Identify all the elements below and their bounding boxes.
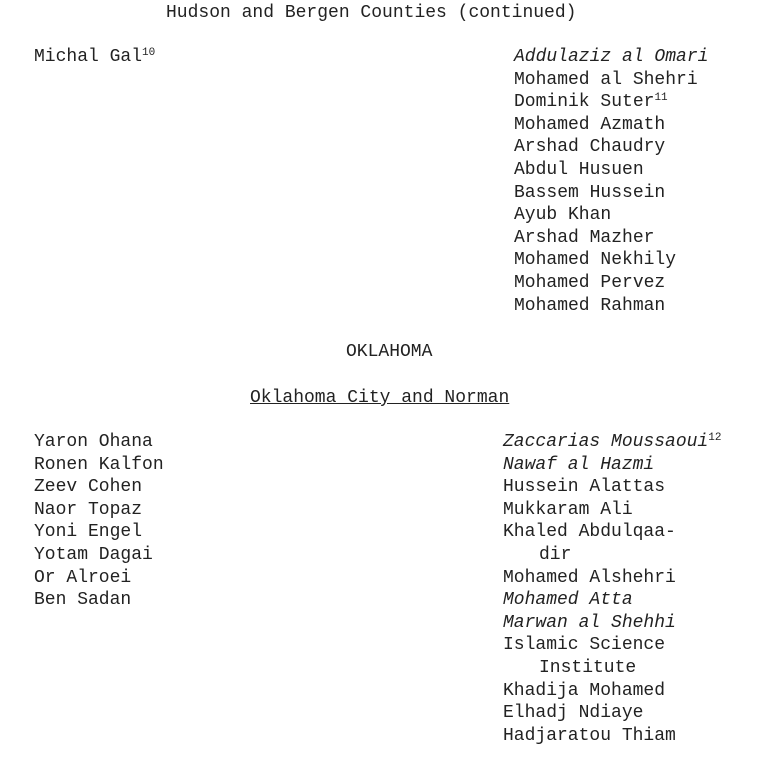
person-name: Arshad Mazher [514,227,655,248]
person-name: Mohamed al Shehri [514,69,698,90]
section-heading-oklahoma-city-norman: Oklahoma City and Norman [250,388,510,408]
name-list-item [34,499,164,522]
name-list-item [503,589,721,612]
name-list-item [503,612,721,635]
name-list-item [34,567,164,590]
name-list-item [503,702,721,725]
name-list-item [514,46,708,69]
name-list-item [514,91,708,114]
person-name: Ronen Kalfon [34,454,164,475]
person-name: Ayub Khan [514,205,612,226]
person-name: Ben Sadan [34,590,132,611]
person-name: Mohamed Rahman [514,295,666,316]
person-name: Institute [539,657,637,678]
person-name: Mohamed Pervez [514,272,666,293]
person-name: Michal Gal [34,47,143,67]
person-name: Mukkaram Ali [503,499,633,520]
person-name: Khaled Abdulqaa- [503,522,676,543]
name-list-item [34,544,164,567]
name-list-item [514,159,708,182]
name-list-item [514,249,708,272]
person-name: Abdul Husuen [514,159,644,180]
name-list-item [503,476,721,499]
name-list-item [34,431,164,454]
right-name-list-oklahoma [503,431,721,747]
name-list-item [514,227,708,250]
name-list-item [503,454,721,477]
person-name: Naor Topaz [34,499,143,520]
name-list-item [503,499,721,522]
person-name: Mohamed Nekhily [514,250,677,271]
name-list-item [503,544,721,567]
name-list-item [34,476,164,499]
person-name: Khadija Mohamed [503,680,666,701]
name-list-item [503,680,721,703]
section-heading-hudson-bergen: Hudson and Bergen Counties (continued) [166,3,577,23]
person-name: Hussein Alattas [503,477,666,498]
state-heading-oklahoma: OKLAHOMA [346,342,433,362]
footnote-marker: 12 [708,432,722,444]
person-name: Mohamed Azmath [514,114,666,135]
person-name: Bassem Hussein [514,182,666,203]
name-list-item [503,725,721,748]
person-name: Mohamed Atta [503,590,633,611]
name-list-item [503,567,721,590]
person-name: Arshad Chaudry [514,137,666,158]
name-list-item [514,204,708,227]
name-list-item [514,182,708,205]
name-list-item [514,295,708,318]
name-list-item [503,521,721,544]
name-list-item [34,521,164,544]
person-name: Nawaf al Hazmi [503,454,655,475]
name-list-item [514,136,708,159]
person-name: Elhadj Ndiaye [503,703,644,724]
person-name: Or Alroei [34,567,132,588]
person-name: dir [539,544,572,565]
name-list-item [34,454,164,477]
person-name: Hadjaratou Thiam [503,725,676,746]
person-name: Yaron Ohana [34,432,153,452]
person-name: Addulaziz al Omari [514,47,709,67]
name-list-item [503,634,721,657]
person-name: Zaccarias Moussaoui [503,432,709,452]
name-list-item [503,657,721,680]
name-list-item [514,272,708,295]
footnote-marker: 10 [142,47,156,59]
person-name: Islamic Science [503,635,666,656]
person-name: Zeev Cohen [34,477,143,498]
left-name-list-hudson-bergen [34,46,155,69]
name-list-item [514,114,708,137]
person-name: Yotam Dagai [34,544,153,565]
person-name: Dominik Suter [514,92,655,113]
name-list-item [514,69,708,92]
footnote-marker: 11 [654,92,668,105]
person-name: Marwan al Shehhi [503,612,676,633]
name-list-item [34,589,164,612]
name-list-item [34,46,155,69]
person-name: Mohamed Alshehri [503,567,676,588]
name-list-item [503,431,721,454]
right-name-list-hudson-bergen [514,46,708,317]
person-name: Yoni Engel [34,522,143,543]
left-name-list-oklahoma [34,431,164,612]
